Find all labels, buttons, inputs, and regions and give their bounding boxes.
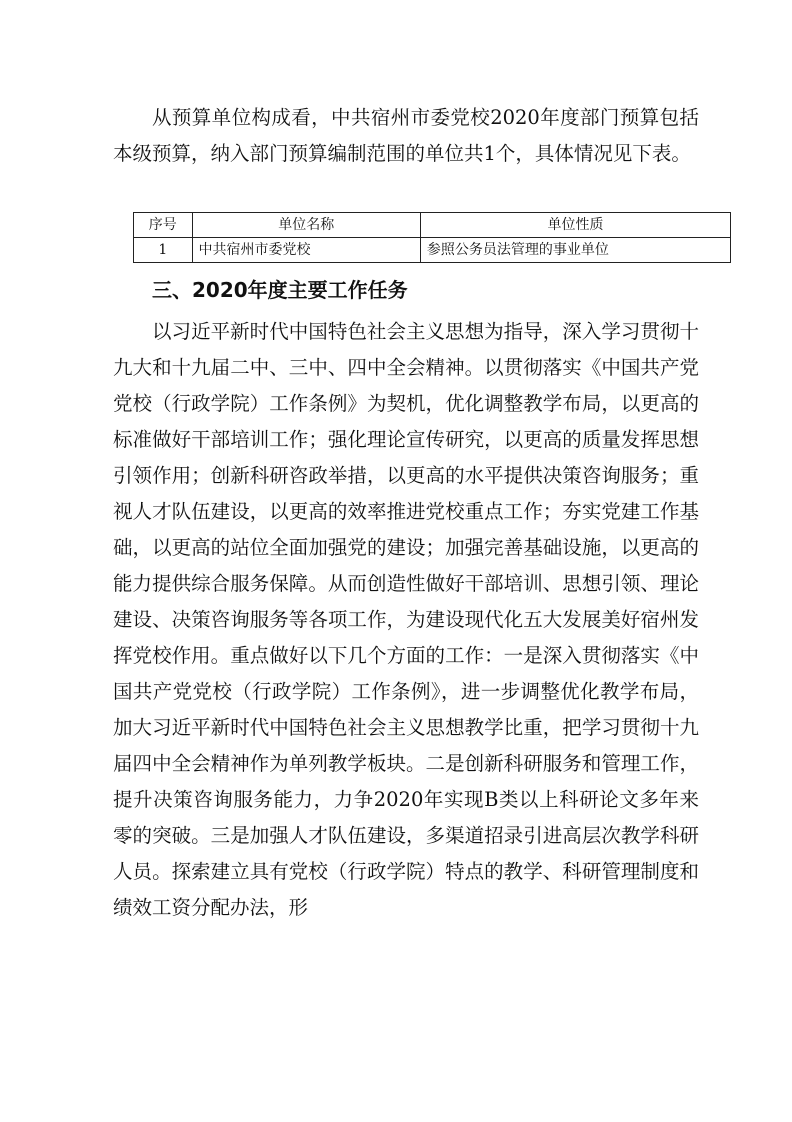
cell-unit-nature: 参照公务员法管理的事业单位 xyxy=(420,238,730,263)
budget-unit-table xyxy=(133,212,731,263)
section-heading: 三、2020年度主要工作任务 xyxy=(152,278,408,302)
header-serial-number: 序号 xyxy=(134,213,193,238)
cell-unit-name: 中共宿州市委党校 xyxy=(192,238,420,263)
cell-serial-number: 1 xyxy=(134,238,193,263)
body-paragraph: 以习近平新时代中国特色社会主义思想为指导，深入学习贯彻十九大和十九届二中、三中、四中全会精神。以贯彻落实《中国共产党党校（行政学院）工作条例》为契机，优化调整教学布局，以更高的标准做好干部培训工作；强化理论宣传研究，以更高的质量发挥思想引领作用；创新科研咨政举措，以更高的水平提供决策咨询服务；重视人才队伍建设，以更高的效率推进党校重点工作；夯实党建工作基础，以更高的站位全面加强党的建设；加强完善基础设施，以更高的能力提供综合服务保障。从而创造性做好干部培训、思想引领、理论建设、决策咨询服务等各项工作，为建设现代化五大发展美好宿州发挥党校作用。重点做好以下几个方面的工作：一是深入贯彻落实《中国共产党党校（行政学院）工作条例》，进一步调整优化教学布局，加大习近平新时代中国特色社会主义思想教学比重，把学习贯彻十九届四中全会精神作为单列教学板块。二是创新科研服务和管理工作，提升决策咨询服务能力，力争2020年实现B类以上科研论文多年来零的突破。三是加强人才队伍建设，多渠道招录引进高层次教学科研人员。探索建立具有党校（行政学院）特点的教学、科研管理制度和绩效工资分配办法，形 xyxy=(113,320,699,919)
header-unit-name: 单位名称 xyxy=(192,213,420,238)
table-row xyxy=(134,238,731,263)
intro-paragraph: 从预算单位构成看，中共宿州市委党校2020年度部门预算包括本级预算，纳入部门预算编制范围的单位共1个，具体情况见下表。 xyxy=(113,106,699,165)
header-unit-nature: 单位性质 xyxy=(420,213,730,238)
table-header-row xyxy=(134,213,731,238)
